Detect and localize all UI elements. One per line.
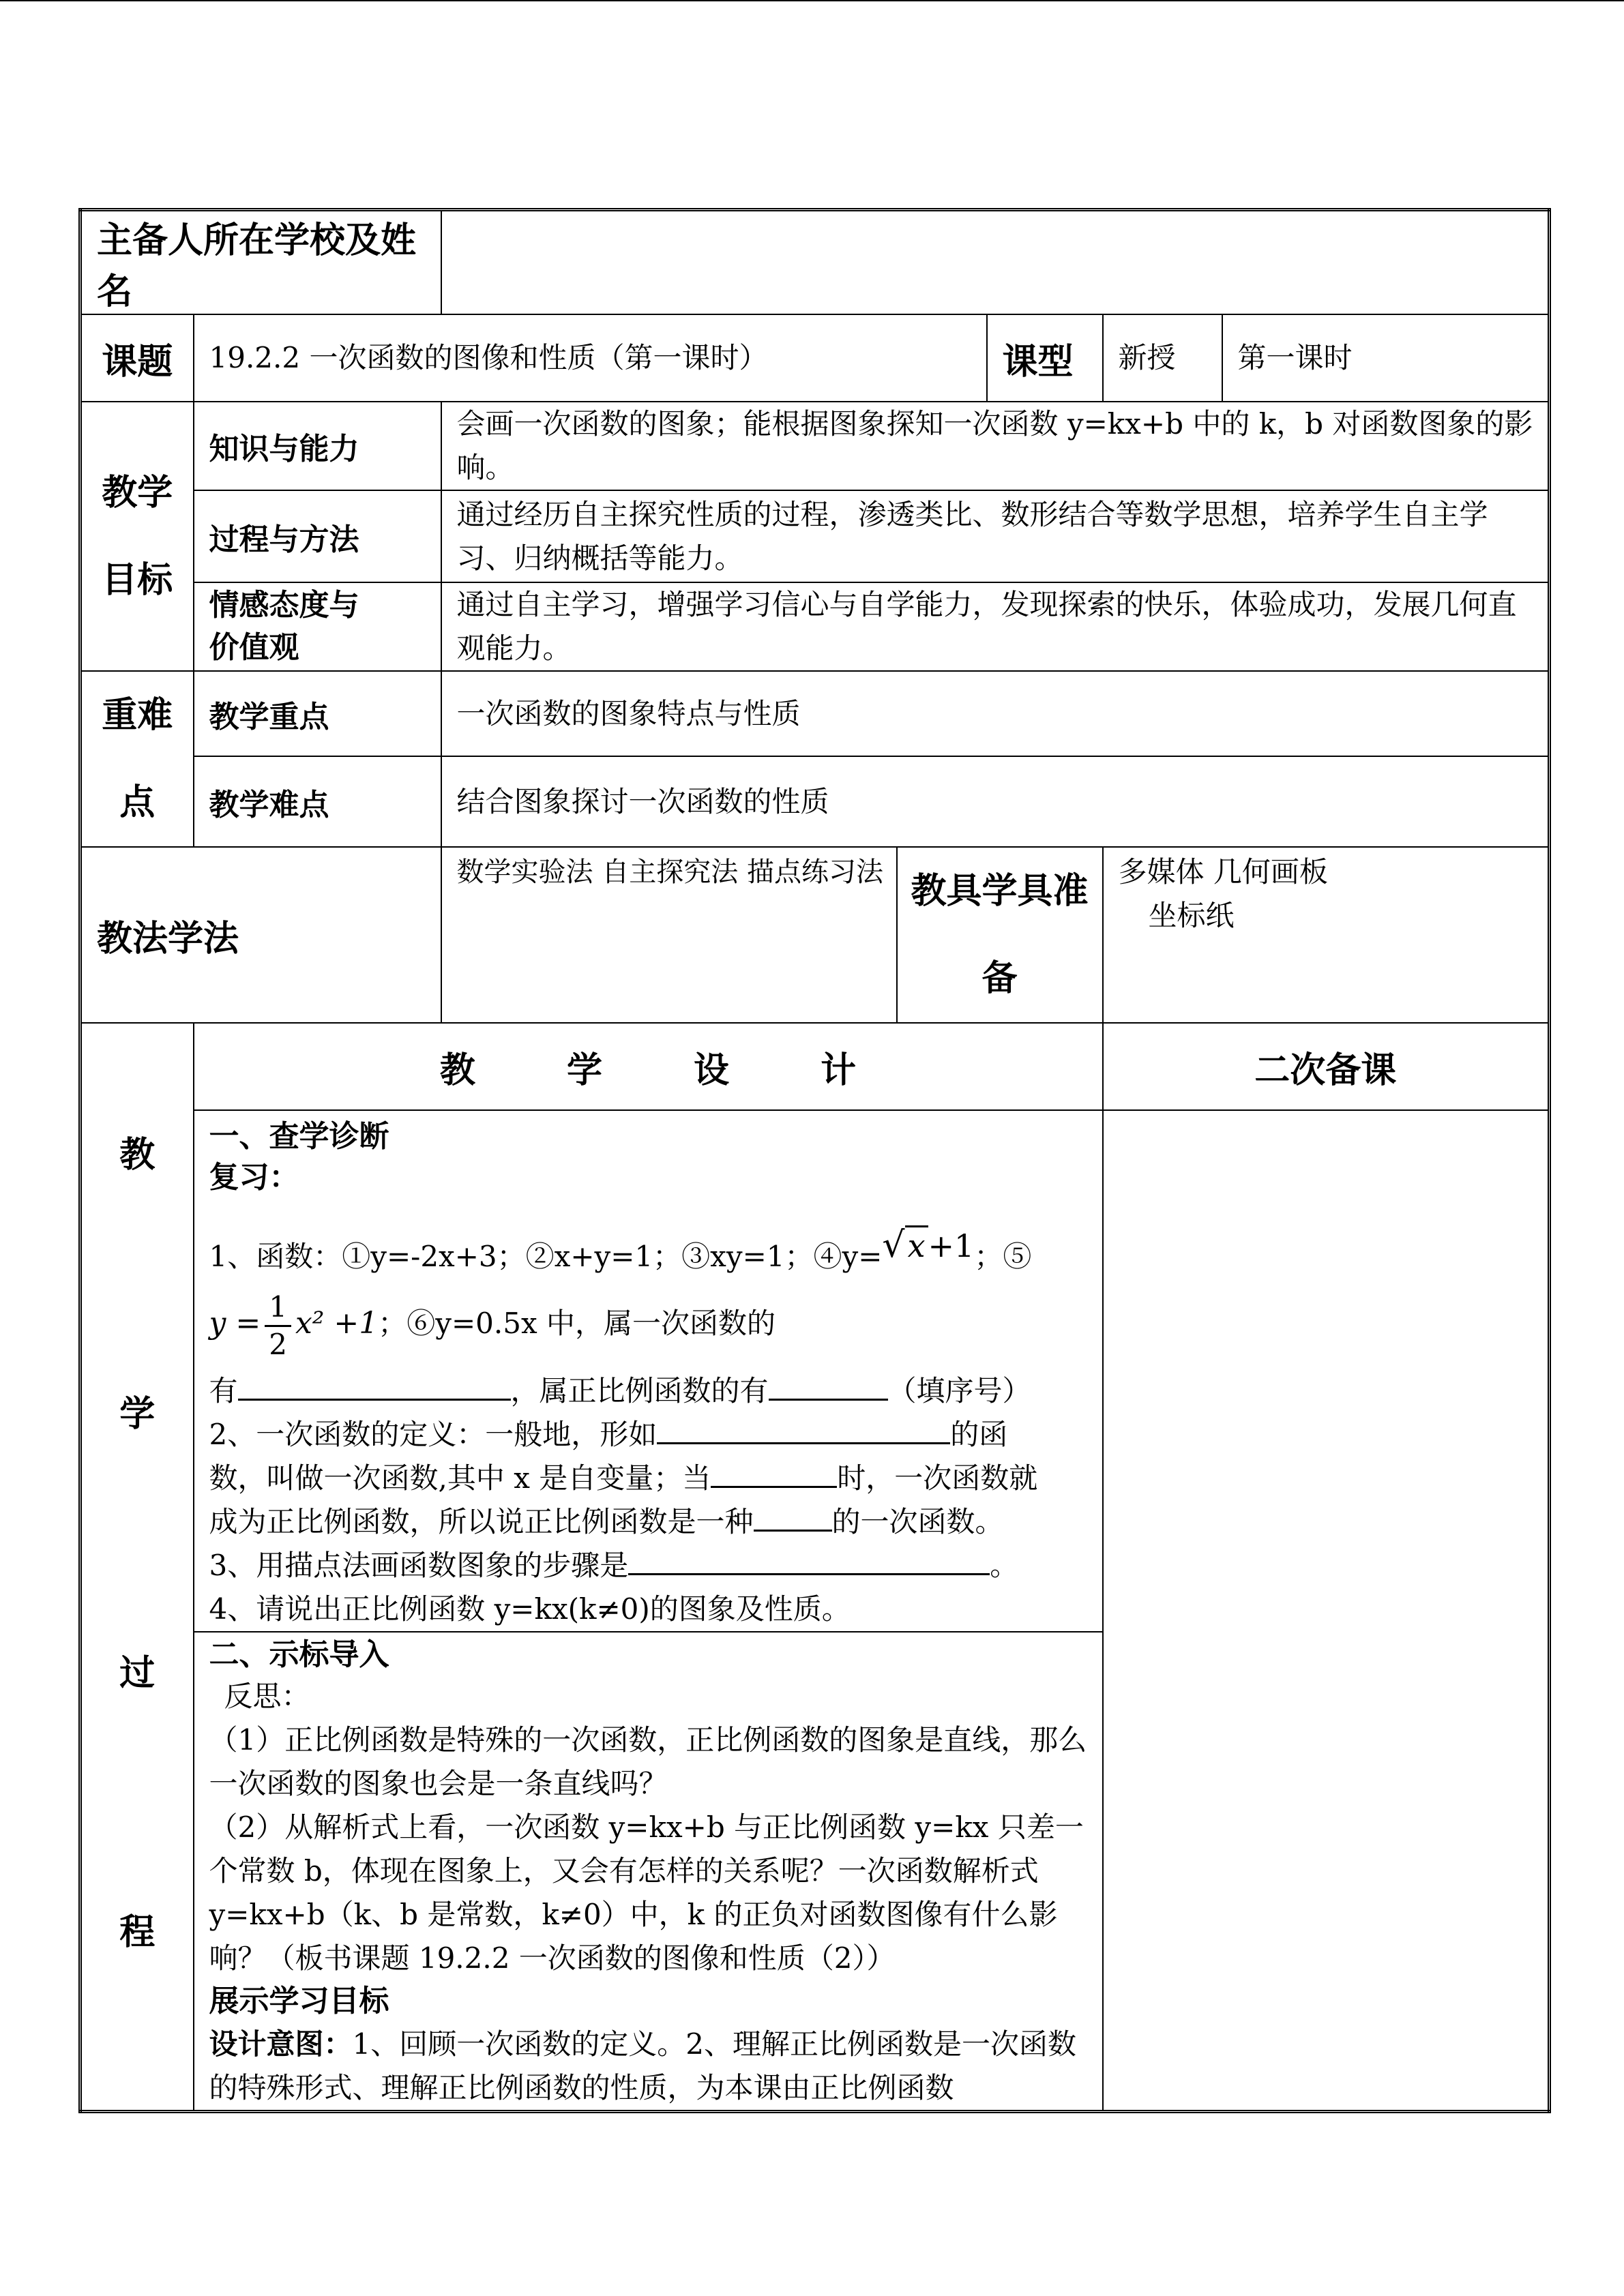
methods-label: 教法学法 (97, 918, 239, 959)
section2-design-intent (209, 2023, 1095, 2110)
question-4-line (209, 1587, 1095, 1631)
topic-label: 课题 (102, 341, 173, 383)
type-label-cell (987, 314, 1103, 402)
question-2-line-a (209, 1413, 1095, 1457)
process-char-4: 程 (119, 1912, 156, 1953)
objective-knowledge-text-cell (441, 402, 1550, 490)
question-1-line-a (209, 1221, 1095, 1281)
tools-label-2: 备 (981, 958, 1018, 999)
key-point-text-cell (441, 671, 1550, 756)
question-2-text-a: 2、一次函数的定义：一般地，形如 (209, 1417, 658, 1451)
question-1-text-d1: 有 (209, 1373, 238, 1407)
question-1-text-d2: ，属正比例函数的有 (510, 1373, 769, 1407)
frac-tail: x² +1 (295, 1306, 379, 1341)
objective-emotion-label-cell (194, 582, 441, 671)
hard-point-text-cell (441, 756, 1550, 847)
process-label-cell (80, 1023, 194, 2111)
frac-lead: y = (209, 1306, 261, 1341)
period-value-cell (1222, 314, 1550, 402)
period-value: 第一课时 (1237, 341, 1353, 374)
key-point-label: 教学重点 (209, 699, 329, 734)
tools-line-1: 多媒体 几何画板 (1118, 855, 1328, 889)
question-2-text-c2: 时，一次函数就 (837, 1461, 1038, 1495)
objective-knowledge-label-cell (194, 402, 441, 490)
page-top-border (0, 0, 1624, 1)
question-2-text-d1: 成为正比例函数，所以说正比例函数是一种 (209, 1504, 754, 1538)
hard-point-text: 结合图象探讨一次函数的性质 (456, 784, 829, 818)
objective-knowledge-label: 知识与能力 (209, 432, 359, 466)
answer-blank-proportional[interactable] (769, 1371, 888, 1401)
question-2-line-c (209, 1500, 1095, 1544)
answer-blank-steps[interactable] (628, 1546, 990, 1575)
sqrt-plus-one: +1 (928, 1227, 975, 1264)
objective-knowledge-text: 会画一次函数的图象；能根据图象探知一次函数 y=kx+b 中的 k，b 对函数图象的影响。 (456, 407, 1533, 484)
type-value: 新授 (1118, 341, 1176, 374)
fraction-half (265, 1289, 291, 1362)
second-prep-notes-cell[interactable] (1103, 1110, 1550, 2111)
objectives-label-cell (80, 402, 194, 671)
question-3-line (209, 1544, 1095, 1587)
section2-design-text: 1、回顾一次函数的定义。2、理解正比例函数是一次函数的特殊形式、理解正比例函数的性质，为本课由正比例函数 (209, 2027, 1076, 2104)
type-value-cell (1103, 314, 1222, 402)
question-3-text-b: 。 (990, 1548, 1019, 1582)
objective-process-label-cell (194, 490, 441, 582)
section2-paragraph-1: （1）正比例函数是特殊的一次函数，正比例函数的图象是直线，那么一次函数的图象也会是一条直线吗？ (209, 1723, 1087, 1800)
objective-emotion-text: 通过自主学习，增强学习信心与自学能力，发现探索的快乐，体验成功，发展几何直观能力。 (456, 588, 1517, 665)
objective-emotion-text-cell (441, 582, 1550, 671)
difficulty-label-2: 点 (119, 782, 156, 823)
question-2-text-c1: 数，叫做一次函数,其中 x 是自变量；当 (209, 1461, 711, 1495)
tools-label-cell (897, 847, 1103, 1023)
tools-label-1: 教具学具准 (911, 871, 1089, 912)
question-1-line-b (209, 1286, 1095, 1362)
methods-label-cell (80, 847, 441, 1023)
process-char-1: 教 (119, 1135, 156, 1176)
process-char-2: 学 (119, 1394, 156, 1435)
design-title: 教 学 设 计 (439, 1049, 896, 1091)
section2-goals-title: 展示学习目标 (209, 1983, 389, 2018)
question-1-line-c (209, 1369, 1095, 1413)
question-1-text-a: 1、函数：①y=-2x+3；②x+y=1；③xy=1；④y= (209, 1240, 883, 1273)
question-2-text-b: 的函 (950, 1417, 1008, 1451)
sqrt-radical-icon: √ (882, 1225, 905, 1266)
methods-text-cell (441, 847, 897, 1023)
preparer-value-cell (441, 210, 1550, 315)
section-intro-cell (194, 1632, 1103, 2112)
question-4-text: 4、请说出正比例函数 y=kx(k≠0)的图象及性质。 (209, 1592, 851, 1626)
question-2-text-d2: 的一次函数。 (831, 1504, 1004, 1538)
second-prep-title: 二次备课 (1254, 1049, 1397, 1091)
second-prep-title-cell (1103, 1023, 1550, 1110)
section2-paragraph-2: （2）从解析式上看，一次函数 y=kx+b 与正比例函数 y=kx 只差一个常数 b，体现在图象上，又会有怎样的关系呢？一次函数解析式 y=kx+b（k、b 是常数，k≠0）中，k 的正负对函数图像有什么影响？（板书课题 19.2.2 一次函数的图像和性质（2）） (209, 1810, 1084, 1975)
key-point-text: 一次函数的图象特点与性质 (456, 696, 801, 730)
topic-label-cell (80, 314, 194, 402)
question-1-text-d3: （填序号） (887, 1373, 1031, 1407)
topic-value: 19.2.2 一次函数的图像和性质（第一课时） (209, 341, 768, 374)
objective-process-text-cell (441, 490, 1550, 582)
objective-emotion-label-2: 价值观 (209, 630, 299, 665)
question-2-line-b (209, 1457, 1095, 1500)
section2-title: 二、示标导入 (209, 1637, 389, 1672)
section2-design-label: 设计意图： (209, 2027, 353, 2061)
methods-text: 数学实验法 自主探究法 描点练习法 (456, 856, 883, 888)
answer-blank-condition[interactable] (711, 1459, 837, 1488)
fraction-numerator: 1 (265, 1289, 291, 1327)
hard-point-label-cell (194, 756, 441, 847)
answer-blank-form[interactable] (657, 1415, 950, 1444)
question-3-text-a: 3、用描点法画函数图象的步骤是 (209, 1548, 629, 1582)
hard-point-label: 教学难点 (209, 787, 329, 822)
preparer-label-cell (80, 210, 441, 315)
objective-process-label: 过程与方法 (209, 522, 359, 557)
design-title-cell (194, 1023, 1103, 1110)
question-1-text-b: ；⑤ (974, 1240, 1032, 1273)
answer-blank-linear[interactable] (238, 1371, 511, 1401)
key-point-label-cell (194, 671, 441, 756)
fraction-denominator: 2 (269, 1327, 287, 1361)
topic-value-cell (194, 314, 987, 402)
section1-title: 一、查学诊断 (209, 1119, 389, 1154)
objective-process-text: 通过经历自主探究性质的过程，渗透类比、数形结合等数学思想，培养学生自主学习、归纳概括等能力。 (456, 497, 1488, 575)
sqrt-expression (882, 1221, 928, 1270)
section1-review: 复习： (209, 1160, 299, 1195)
objective-emotion-label-1: 情感态度与 (209, 588, 359, 623)
sqrt-radicand: x (905, 1225, 928, 1264)
preparer-label: 主备人所在学校及姓名 (97, 220, 417, 312)
objectives-label-1: 教学 (102, 472, 173, 513)
lesson-plan-table (78, 208, 1551, 2113)
tools-line-2: 坐标纸 (1148, 899, 1235, 932)
tools-text-cell (1103, 847, 1550, 1023)
difficulty-label-1: 重难 (102, 695, 173, 736)
process-char-3: 过 (119, 1653, 156, 1694)
section-review-cell (194, 1110, 1103, 1632)
difficulty-label-cell (80, 671, 194, 847)
objectives-label-2: 目标 (102, 559, 173, 601)
section2-reflect: 反思： (224, 1679, 310, 1713)
type-label: 课型 (1002, 341, 1074, 383)
question-1-text-c: ；⑥y=0.5x 中，属一次函数的 (378, 1307, 776, 1340)
answer-blank-special[interactable] (754, 1502, 832, 1532)
